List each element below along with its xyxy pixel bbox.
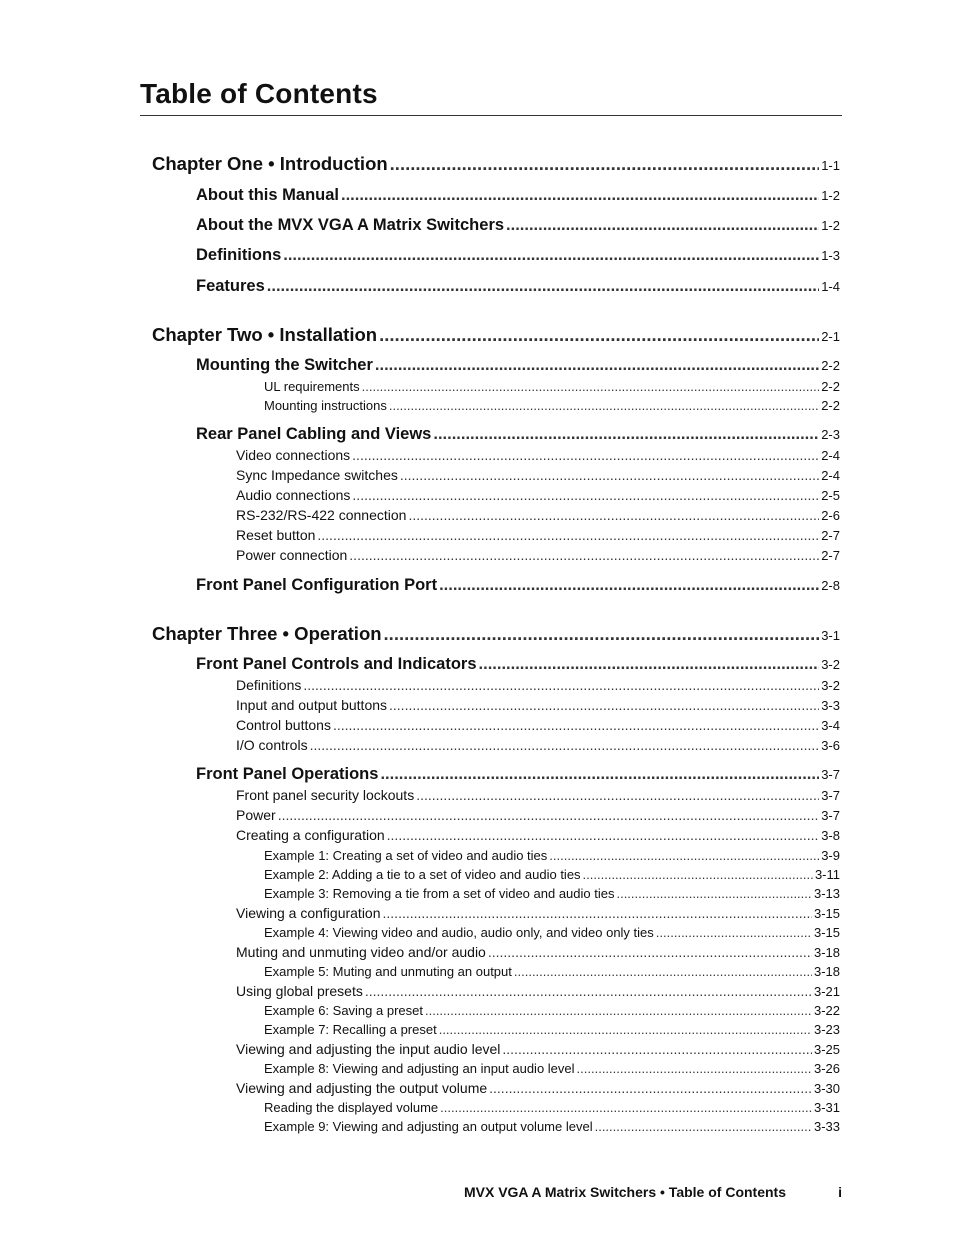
toc-entry-subsub[interactable] [264, 398, 840, 413]
toc-entry-page: 3-31 [813, 1100, 840, 1115]
toc-entry-label: Example 3: Removing a tie from a set of video and audio ties [264, 886, 615, 901]
toc-entry-sub[interactable] [236, 527, 840, 543]
toc-entry-sub[interactable] [236, 467, 840, 483]
toc-entry-sub[interactable] [236, 507, 840, 523]
toc-entry-label: Example 4: Viewing video and audio, audio only, and video only ties [264, 925, 654, 940]
dot-leader [400, 467, 819, 483]
toc-entry-page: 3-18 [813, 964, 840, 979]
dot-leader [383, 905, 812, 921]
toc-entry-sub[interactable] [236, 737, 840, 753]
toc-entry-subsub[interactable] [264, 1003, 840, 1018]
dot-leader [349, 547, 819, 563]
toc-entry-label: Front panel security lockouts [236, 787, 415, 803]
toc-entry-sub[interactable] [236, 983, 840, 999]
toc-entry-page: 2-2 [821, 358, 840, 373]
dot-leader [389, 697, 819, 713]
toc-entry-sub[interactable] [236, 1041, 840, 1057]
toc-entry-page: 2-7 [821, 528, 840, 543]
toc-entry-label: Sync Impedance switches [236, 467, 398, 483]
toc-entry-subsub[interactable] [264, 1100, 840, 1115]
dot-leader [433, 425, 819, 444]
dot-leader [375, 356, 819, 375]
dot-leader [549, 848, 819, 863]
toc-entry-page: 2-3 [821, 427, 840, 442]
dot-leader [352, 487, 819, 503]
toc-entry-label: Viewing and adjusting the input audio level [236, 1041, 501, 1057]
dot-leader [380, 765, 819, 784]
toc-entry-label: Using global presets [236, 983, 363, 999]
dot-leader [365, 983, 812, 999]
dot-leader [416, 787, 819, 803]
toc-entry-section[interactable] [196, 655, 840, 674]
toc-entry-label: About the MVX VGA A Matrix Switchers [196, 216, 505, 234]
toc-entry-label: About this Manual [196, 186, 339, 204]
dot-leader [506, 216, 819, 235]
toc-entry-page: 3-25 [813, 1042, 840, 1057]
toc-entry-page: 3-26 [813, 1061, 840, 1076]
toc-entry-subsub[interactable] [264, 886, 840, 901]
dot-leader [502, 1041, 812, 1057]
toc-entry-sub[interactable] [236, 827, 840, 843]
toc-entry-page: 2-4 [821, 468, 840, 483]
toc-entry-label: Front Panel Operations [196, 765, 379, 783]
toc-entry-label: I/O controls [236, 737, 308, 753]
toc-entry-label: Chapter Two • Installation [152, 324, 378, 345]
toc-entry-page: 2-2 [821, 398, 840, 413]
dot-leader [352, 447, 819, 463]
toc-entry-section[interactable] [196, 576, 840, 595]
toc-entry-sub[interactable] [236, 697, 840, 713]
toc-entry-label: Viewing a configuration [236, 905, 381, 921]
toc-entry-subsub[interactable] [264, 1022, 840, 1037]
toc-entry-page: 3-22 [813, 1003, 840, 1018]
dot-leader [384, 623, 820, 645]
dot-leader [389, 398, 819, 413]
dot-leader [489, 1080, 812, 1096]
toc-entry-label: Video connections [236, 447, 351, 463]
dot-leader [408, 507, 819, 523]
toc-entry-sub[interactable] [236, 547, 840, 563]
toc-entry-page: 1-4 [821, 279, 840, 294]
toc-entry-page: 3-6 [821, 738, 840, 753]
toc-entry-sub[interactable] [236, 717, 840, 733]
toc-entry-page: 3-15 [813, 906, 840, 921]
toc-entry-label: Chapter One • Introduction [152, 153, 388, 174]
dot-leader [479, 655, 820, 674]
toc-entry-label: Control buttons [236, 717, 331, 733]
dot-leader [616, 886, 812, 901]
toc-entry-label: Definitions [196, 246, 282, 264]
toc-entry-subsub[interactable] [264, 848, 840, 863]
toc-entry-page: 3-18 [813, 945, 840, 960]
toc-entry-page: 2-2 [821, 379, 840, 394]
toc-entry-section[interactable] [196, 246, 840, 265]
toc-entry-sub[interactable] [236, 787, 840, 803]
toc-entry-label: Example 9: Viewing and adjusting an output volume level [264, 1119, 593, 1134]
toc-entry-page: 3-11 [814, 867, 840, 882]
toc-entry-sub[interactable] [236, 447, 840, 463]
toc-entry-section[interactable] [196, 216, 840, 235]
toc-entry-label: RS-232/RS-422 connection [236, 507, 407, 523]
dot-leader [390, 153, 820, 175]
footer-title: MVX VGA A Matrix Switchers • Table of Contents [463, 1184, 786, 1200]
toc-entry-page: 3-1 [821, 628, 840, 643]
dot-leader [595, 1119, 812, 1134]
toc-entry-sub[interactable] [236, 807, 840, 823]
toc-entry-chapter[interactable] [152, 623, 840, 645]
dot-leader [310, 737, 820, 753]
toc-entry-sub[interactable] [236, 1080, 840, 1096]
toc-entry-sub[interactable] [236, 677, 840, 693]
dot-leader [439, 1022, 812, 1037]
toc-entry-label: Audio connections [236, 487, 351, 503]
toc-entry-page: 3-7 [821, 808, 840, 823]
toc-entry-subsub[interactable] [264, 925, 840, 940]
toc-entry-page: 2-5 [821, 488, 840, 503]
dot-leader [341, 186, 819, 205]
dot-leader [439, 576, 819, 595]
toc-entry-page: 3-7 [821, 788, 840, 803]
toc-entry-label: Features [196, 277, 265, 295]
dot-leader [488, 944, 812, 960]
toc-entry-page: 3-3 [821, 698, 840, 713]
toc-entry-page: 3-7 [821, 767, 840, 782]
toc-entry-page: 3-15 [813, 925, 840, 940]
toc-entry-subsub[interactable] [264, 1061, 840, 1076]
toc-entry-page: 3-30 [813, 1081, 840, 1096]
toc-entry-label: Reset button [236, 527, 316, 543]
toc-entry-label: Rear Panel Cabling and Views [196, 425, 432, 443]
dot-leader [283, 246, 819, 265]
toc-entry-chapter[interactable] [152, 153, 840, 175]
toc-entry-label: Example 5: Muting and unmuting an output [264, 964, 512, 979]
toc-entry-sub[interactable] [236, 944, 840, 960]
dot-leader [333, 717, 819, 733]
dot-leader [514, 964, 812, 979]
toc-entry-label: Example 6: Saving a preset [264, 1003, 423, 1018]
toc-entry-chapter[interactable] [152, 324, 840, 346]
toc-entry-sub[interactable] [236, 905, 840, 921]
toc-entry-subsub[interactable] [264, 964, 840, 979]
toc-entry-label: UL requirements [264, 379, 360, 394]
toc-entry-section[interactable] [196, 425, 840, 444]
dot-leader [278, 807, 820, 823]
toc-entry-page: 1-3 [821, 248, 840, 263]
dot-leader [387, 827, 820, 843]
toc-entry-label: Definitions [236, 677, 302, 693]
toc-entry-page: 3-8 [821, 828, 840, 843]
toc-entry-label: Creating a configuration [236, 827, 385, 843]
dot-leader [267, 277, 819, 296]
toc-entry-page: 3-2 [821, 678, 840, 693]
dot-leader [440, 1100, 812, 1115]
toc-entry-label: Example 7: Recalling a preset [264, 1022, 437, 1037]
toc-entry-page: 3-23 [813, 1022, 840, 1037]
toc-entry-label: Power connection [236, 547, 348, 563]
toc-entry-label: Viewing and adjusting the output volume [236, 1080, 488, 1096]
toc-entry-label: Example 1: Creating a set of video and audio ties [264, 848, 548, 863]
toc-entry-page: 3-2 [821, 657, 840, 672]
toc-entry-label: Power [236, 807, 276, 823]
dot-leader [303, 677, 819, 693]
toc-entry-label: Example 8: Viewing and adjusting an input audio level [264, 1061, 575, 1076]
toc-entry-label: Example 2: Adding a tie to a set of video and audio ties [264, 867, 581, 882]
toc-entry-label: Mounting the Switcher [196, 356, 373, 374]
page-footer [0, 1184, 954, 1204]
toc-entry-section[interactable] [196, 277, 840, 296]
toc-entry-page: 2-7 [821, 548, 840, 563]
dot-leader [317, 527, 819, 543]
toc-entry-page: 3-9 [821, 848, 840, 863]
toc-entry-subsub[interactable] [264, 867, 840, 882]
toc-entry-section[interactable] [196, 186, 840, 205]
toc-entry-page: 2-6 [821, 508, 840, 523]
toc-entry-sub[interactable] [236, 487, 840, 503]
toc-entry-section[interactable] [196, 765, 840, 784]
toc-entry-section[interactable] [196, 356, 840, 375]
dot-leader [379, 324, 819, 346]
dot-leader [583, 867, 813, 882]
dot-leader [577, 1061, 812, 1076]
toc-entry-page: 3-21 [813, 984, 840, 999]
toc-entry-label: Reading the displayed volume [264, 1100, 439, 1115]
toc-entry-page: 2-8 [821, 578, 840, 593]
toc-entry-label: Chapter Three • Operation [152, 623, 382, 644]
dot-leader [425, 1003, 812, 1018]
dot-leader [362, 379, 820, 394]
toc-entry-page: 1-1 [821, 158, 840, 173]
toc-entry-page: 1-2 [821, 218, 840, 233]
toc-entry-label: Front Panel Controls and Indicators [196, 655, 477, 673]
toc-entry-page: 2-4 [821, 448, 840, 463]
toc-entry-label: Input and output buttons [236, 697, 388, 713]
toc-entry-page: 3-13 [813, 886, 840, 901]
toc-entry-label: Mounting instructions [264, 398, 387, 413]
toc-entry-label: Muting and unmuting video and/or audio [236, 944, 486, 960]
toc-entry-page: 2-1 [821, 329, 840, 344]
toc-entry-subsub[interactable] [264, 379, 840, 394]
toc-entry-page: 3-4 [821, 718, 840, 733]
toc-entry-label: Front Panel Configuration Port [196, 576, 438, 594]
page-title: Table of Contents [140, 78, 378, 109]
toc-entry-page: 1-2 [821, 188, 840, 203]
toc-entry-page: 3-33 [813, 1119, 840, 1134]
footer-page-number: i [838, 1184, 842, 1200]
toc-entry-subsub[interactable] [264, 1119, 840, 1134]
dot-leader [656, 925, 812, 940]
